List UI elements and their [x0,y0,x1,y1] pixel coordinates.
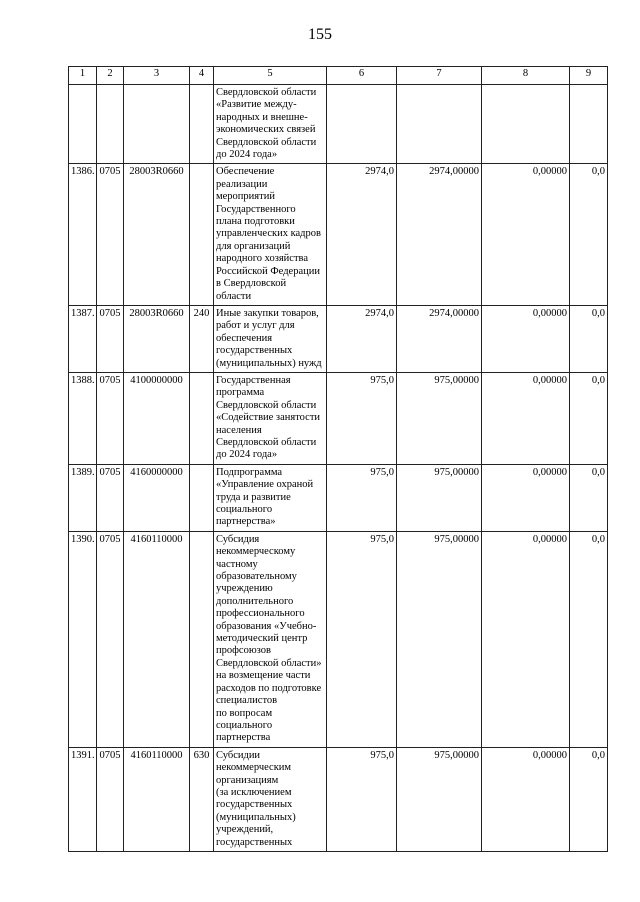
item-name-line: Свердловской области [216,436,317,448]
amount-cell: 2974,0 [327,164,397,305]
item-name-line: социального [216,719,273,731]
item-name-line: «Содействие занятости [216,412,321,424]
column-header: 1 [69,67,97,85]
item-name-line: (муниципальных) [216,811,296,823]
item-name-line: «Развитие между- [216,99,297,111]
table-row [69,747,608,851]
item-name-line: Субсидия [216,533,260,545]
item-name-line: «Управление охраной [216,479,314,491]
section-code-cell: 0705 [97,164,124,305]
item-name-line: Подпрограмма [216,466,283,478]
item-name-line: Свердловской области» [216,657,322,669]
percent-cell: 0,0 [570,305,608,372]
item-name-line: специалистов [216,695,278,707]
amount-cell: 975,0 [327,372,397,464]
item-name-line: учреждению [216,583,273,595]
approved-amount-cell [397,85,482,164]
section-code-cell: 0705 [97,747,124,851]
target-article-cell: 4100000000 [124,372,190,464]
item-name-line: экономических связей [216,124,316,136]
item-name-line: государственных [216,345,293,357]
item-name-line: государственных [216,836,293,848]
expense-type-cell [190,372,214,464]
section-code-cell: 0705 [97,464,124,531]
column-header: 7 [397,67,482,85]
item-name-cell [214,372,327,464]
item-name-cell [214,85,327,164]
item-name-line: Свердловской области [216,399,317,411]
percent-cell: 0,0 [570,531,608,747]
change-amount-cell: 0,00000 [482,531,570,747]
item-name-line: труда и развитие [216,491,291,503]
item-name-line: частному [216,558,258,570]
column-header: 4 [190,67,214,85]
item-name-line: некоммерческим [216,762,292,774]
item-name-line: программа [216,387,265,399]
item-name-line: образовательному [216,571,297,583]
column-header: 9 [570,67,608,85]
column-header: 3 [124,67,190,85]
change-amount-cell [482,85,570,164]
item-name-line: организациям [216,774,279,786]
table-row [69,464,608,531]
item-name-line: Государственная [216,374,291,386]
column-header: 2 [97,67,124,85]
item-name-line: для организаций [216,240,291,252]
section-code-cell: 0705 [97,372,124,464]
item-name-line: Свердловской области [216,136,317,148]
item-name-line: Обеспечение [216,166,275,178]
item-name-line: плана подготовки [216,216,295,228]
change-amount-cell: 0,00000 [482,372,570,464]
item-name-line: Свердловской области [216,87,317,98]
target-article-cell: 4160000000 [124,464,190,531]
item-name-line: учреждений, [216,824,274,836]
item-name-line: народного хозяйства [216,253,309,265]
item-name-line: (муниципальных) нужд [216,357,322,369]
item-name-line: социального [216,504,273,515]
item-name-line: партнерства» [216,516,276,528]
approved-amount-cell: 975,00000 [397,747,482,851]
item-name-line: реализации [216,178,268,190]
item-name-line: до 2024 года» [216,149,278,161]
row-number-cell: 1390. [69,531,97,747]
table-body [69,85,608,852]
item-name-line: Иные закупки товаров, [216,307,319,319]
approved-amount-cell: 975,00000 [397,464,482,531]
item-name-line: обеспечения [216,332,273,344]
expense-type-cell [190,464,214,531]
percent-cell: 0,0 [570,164,608,305]
item-name-cell [214,747,327,851]
amount-cell: 2974,0 [327,305,397,372]
amount-cell [327,85,397,164]
item-name-cell [214,164,327,305]
target-article-cell: 28003R0660 [124,164,190,305]
item-name-line: государственных [216,799,293,811]
budget-table [68,66,608,852]
column-header: 8 [482,67,570,85]
item-name-line: некоммерческому [216,546,296,558]
change-amount-cell: 0,00000 [482,164,570,305]
item-name-line: Государственного [216,203,296,215]
item-name-cell [214,305,327,372]
page-number: 155 [308,26,332,43]
target-article-cell: 28003R0660 [124,305,190,372]
column-header: 5 [214,67,327,85]
section-code-cell: 0705 [97,531,124,747]
item-name-line: расходов по подготовке [216,682,322,694]
item-name-cell [214,531,327,747]
item-name-line: на возмещение части [216,670,311,682]
section-code-cell: 0705 [97,305,124,372]
expense-type-cell: 240 [190,305,214,372]
percent-cell: 0,0 [570,747,608,851]
amount-cell: 975,0 [327,747,397,851]
row-number-cell: 1389. [69,464,97,531]
expense-type-cell [190,531,214,747]
approved-amount-cell: 2974,00000 [397,164,482,305]
item-name-line: области [216,290,252,302]
amount-cell: 975,0 [327,531,397,747]
item-name-line: профессионального [216,608,305,620]
item-name-line: партнерства [216,732,271,744]
item-name-line: образования «Учебно- [216,620,317,632]
row-number-cell: 1388. [69,372,97,464]
expense-type-cell [190,85,214,164]
item-name-cell [214,464,327,531]
item-name-line: населения [216,424,262,436]
item-name-line: мероприятий [216,191,275,203]
item-name-line: методический центр [216,633,308,645]
table-row [69,305,608,372]
item-name-line: по вопросам [216,707,273,719]
row-number-cell: 1391. [69,747,97,851]
change-amount-cell: 0,00000 [482,305,570,372]
section-code-cell [97,85,124,164]
item-name-line: до 2024 года» [216,449,278,461]
percent-cell: 0,0 [570,372,608,464]
item-name-line: (за исключением [216,786,292,798]
item-name-line: профсоюзов [216,645,271,657]
table-row [69,372,608,464]
target-article-cell: 4160110000 [124,747,190,851]
row-number-cell: 1387. [69,305,97,372]
row-number-cell: 1386. [69,164,97,305]
item-name-line: управленческих кадров [216,228,321,240]
approved-amount-cell: 2974,00000 [397,305,482,372]
header-row [69,67,608,85]
target-article-cell [124,85,190,164]
expense-type-cell: 630 [190,747,214,851]
target-article-cell: 4160110000 [124,531,190,747]
item-name-line: дополнительного [216,595,294,607]
approved-amount-cell: 975,00000 [397,531,482,747]
amount-cell: 975,0 [327,464,397,531]
table-row [69,85,608,164]
item-name-line: Российской Федерации [216,265,320,277]
expense-type-cell [190,164,214,305]
percent-cell: 0,0 [570,464,608,531]
row-number-cell [69,85,97,164]
item-name-line: в Свердловской [216,278,287,290]
approved-amount-cell: 975,00000 [397,372,482,464]
change-amount-cell: 0,00000 [482,464,570,531]
change-amount-cell: 0,00000 [482,747,570,851]
percent-cell [570,85,608,164]
item-name-line: народных и внешне- [216,111,308,123]
column-header: 6 [327,67,397,85]
item-name-line: работ и услуг для [216,320,295,332]
table-row [69,531,608,747]
item-name-line: Субсидии [216,749,261,761]
table-row [69,164,608,305]
